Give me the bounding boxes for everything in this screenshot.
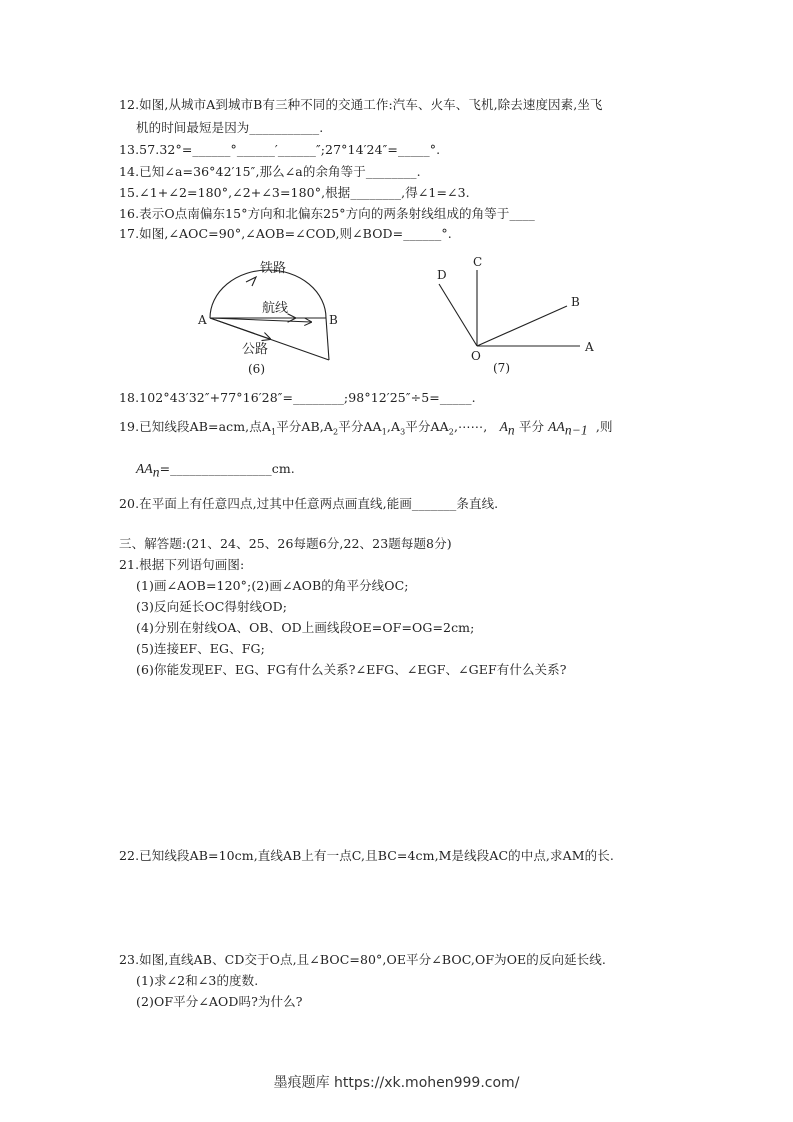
question-16: 16.表示O点南偏东15°方向和北偏东25°方向的两条射线组成的角等于____ <box>119 206 535 221</box>
label-O: O <box>471 349 481 363</box>
question-17: 17.如图,∠AOC=90°,∠AOB=∠COD,则∠BOD=______°. <box>119 226 452 241</box>
ray-OD <box>439 284 477 346</box>
label-B: B <box>571 295 580 309</box>
figure-6-routes <box>190 252 360 380</box>
label-A: A <box>198 313 207 327</box>
label-railway: 铁路 <box>260 261 287 276</box>
question-19-line2: $AA_n=\_\_\_\_\_\_\_\_\_\_\_\_\_\_\_\_cm$. <box>136 461 295 480</box>
label-C: C <box>473 255 483 269</box>
question-15: 15.∠1+∠2=180°,∠2+∠3=180°,根据________,得∠1=∠3. <box>119 185 470 200</box>
question-21-item-1: (1)画∠AOB=120°;(2)画∠AOB的角平分线OC; <box>136 578 409 593</box>
question-12-line1: 12.如图,从城市A到城市B有三种不同的交通工作:汽车、火车、飞机,除去速度因素,坐飞 <box>119 97 603 112</box>
question-23-item-1: (1)求∠2和∠3的度数. <box>136 973 259 988</box>
question-21-title: 21.根据下列语句画图: <box>119 557 245 572</box>
question-20: 20.在平面上有任意四点,过其中任意两点画直线,能画_______条直线. <box>119 496 499 511</box>
label-air: 航线 <box>262 301 289 316</box>
caption-7: (7) <box>493 361 510 375</box>
label-D: D <box>437 268 447 282</box>
question-21-item-3: (4)分别在射线OA、OB、OD上画线段OE=OF=OG=2cm; <box>136 620 475 635</box>
ray-OB <box>477 306 567 346</box>
question-21-item-2: (3)反向延长OC得射线OD; <box>136 599 287 614</box>
figure-7-angles <box>430 252 605 380</box>
question-21-item-5: (6)你能发现EF、EG、FG有什么关系?∠EFG、∠EGF、∠GEF有什么关系? <box>136 662 567 677</box>
question-18: 18.102°43′32″+77°16′28″=________;98°12′25″÷5=_____. <box>119 390 476 405</box>
section-3-heading: 三、解答题:(21、24、25、26每题6分,22、23题每题8分) <box>119 536 452 551</box>
footer-watermark: 墨痕题库 https://xk.mohen999.com/ <box>273 1075 520 1091</box>
question-23-item-2: (2)OF平分∠AOD吗?为什么? <box>136 994 303 1009</box>
railway-arrow <box>246 277 256 286</box>
question-22: 22.已知线段AB=10cm,直线AB上有一点C,且BC=4cm,M是线段AC的中点,求AM的长. <box>119 848 614 863</box>
question-13: 13.57.32°=______°______′______″;27°14′24″=_____°. <box>119 142 441 157</box>
question-14: 14.已知∠a=36°42′15″,那么∠a的余角等于________. <box>119 164 421 179</box>
label-B: B <box>329 313 338 327</box>
question-21-item-4: (5)连接EF、EG、FG; <box>136 641 265 656</box>
question-19-line1: 19.已知线段AB=acm,点$A_1$平分$AB,A_2$平分$AA_1,A_3$平分$AA_2,\cdots\cdots$, $A_n$ 平分 $AA_{n-1}$ ,则 <box>119 419 613 438</box>
question-12-line2: 机的时间最短是因为___________. <box>136 120 324 135</box>
label-road: 公路 <box>242 342 269 357</box>
caption-6: (6) <box>248 362 265 376</box>
question-23-title: 23.如图,直线AB、CD交于O点,且∠BOC=80°,OE平分∠BOC,OF为OE的反向延长线. <box>119 952 606 967</box>
label-A: A <box>585 340 594 354</box>
